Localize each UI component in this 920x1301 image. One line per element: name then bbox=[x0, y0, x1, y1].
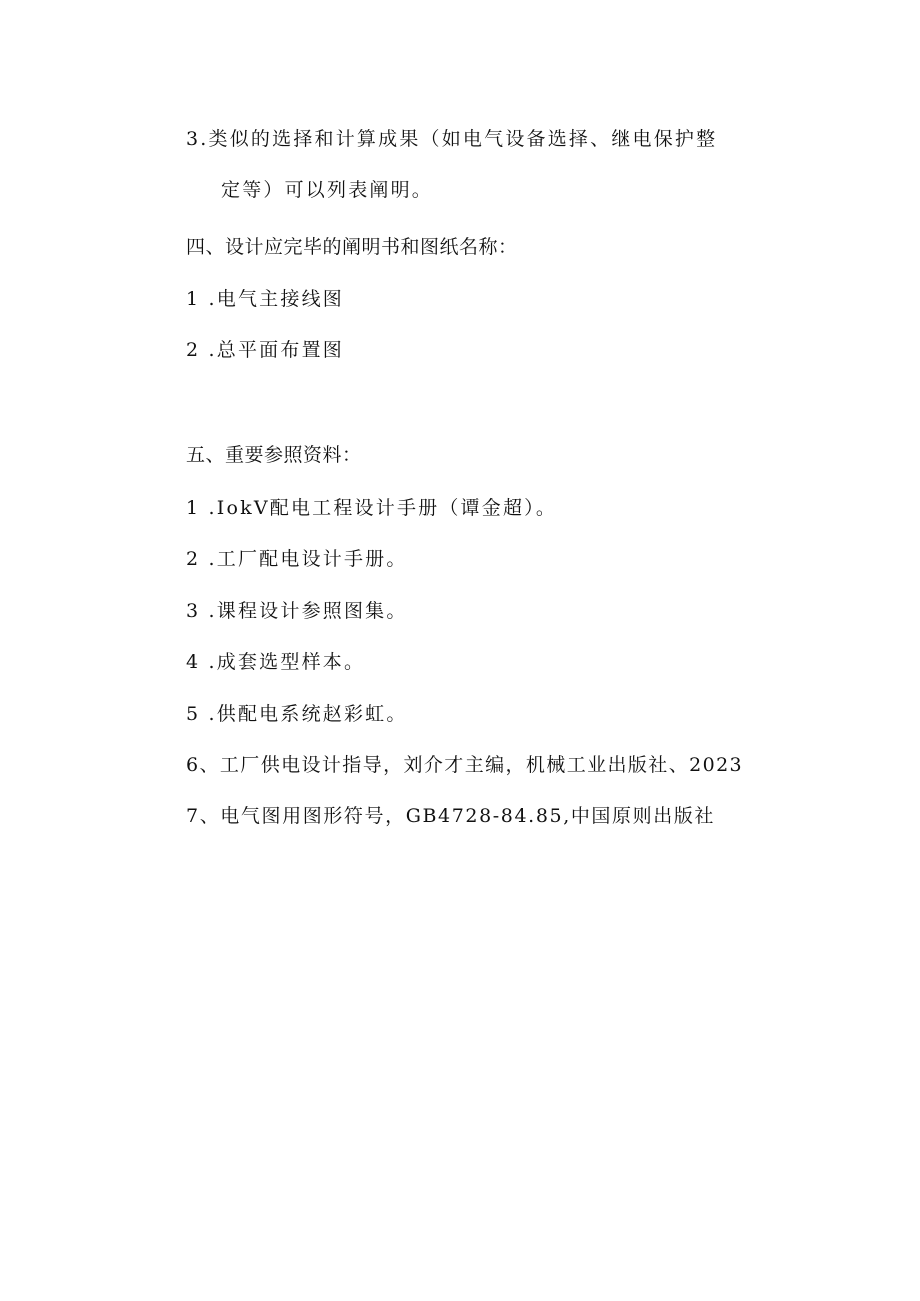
deliverable-item-2: 2 .总平面布置图 bbox=[186, 339, 344, 361]
reference-item-7: 7、电气图用图形符号，GB4728-84.85,中国原则出版社 bbox=[186, 805, 716, 827]
requirement-item-3-line-2: 定等）可以列表阐明。 bbox=[221, 179, 434, 201]
reference-item-1: 1 .IokV配电工程设计手册（谭金超）。 bbox=[186, 497, 558, 519]
reference-item-2: 2 .工厂配电设计手册。 bbox=[186, 548, 408, 570]
section-5-heading: 五、重要参照资料： bbox=[186, 444, 362, 466]
deliverable-item-1: 1 .电气主接线图 bbox=[186, 288, 344, 310]
section-4-heading: 四、设计应完毕的阐明书和图纸名称： bbox=[186, 236, 518, 258]
reference-item-3: 3 .课程设计参照图集。 bbox=[186, 600, 408, 622]
reference-item-4: 4 .成套选型样本。 bbox=[186, 651, 366, 673]
requirement-item-3-line-1: 3.类似的选择和计算成果（如电气设备选择、继电保护整 bbox=[186, 128, 718, 150]
reference-item-6: 6、工厂供电设计指导，刘介才主编，机械工业出版社、2023 bbox=[186, 754, 744, 776]
reference-item-5: 5 .供配电系统赵彩虹。 bbox=[186, 703, 408, 725]
